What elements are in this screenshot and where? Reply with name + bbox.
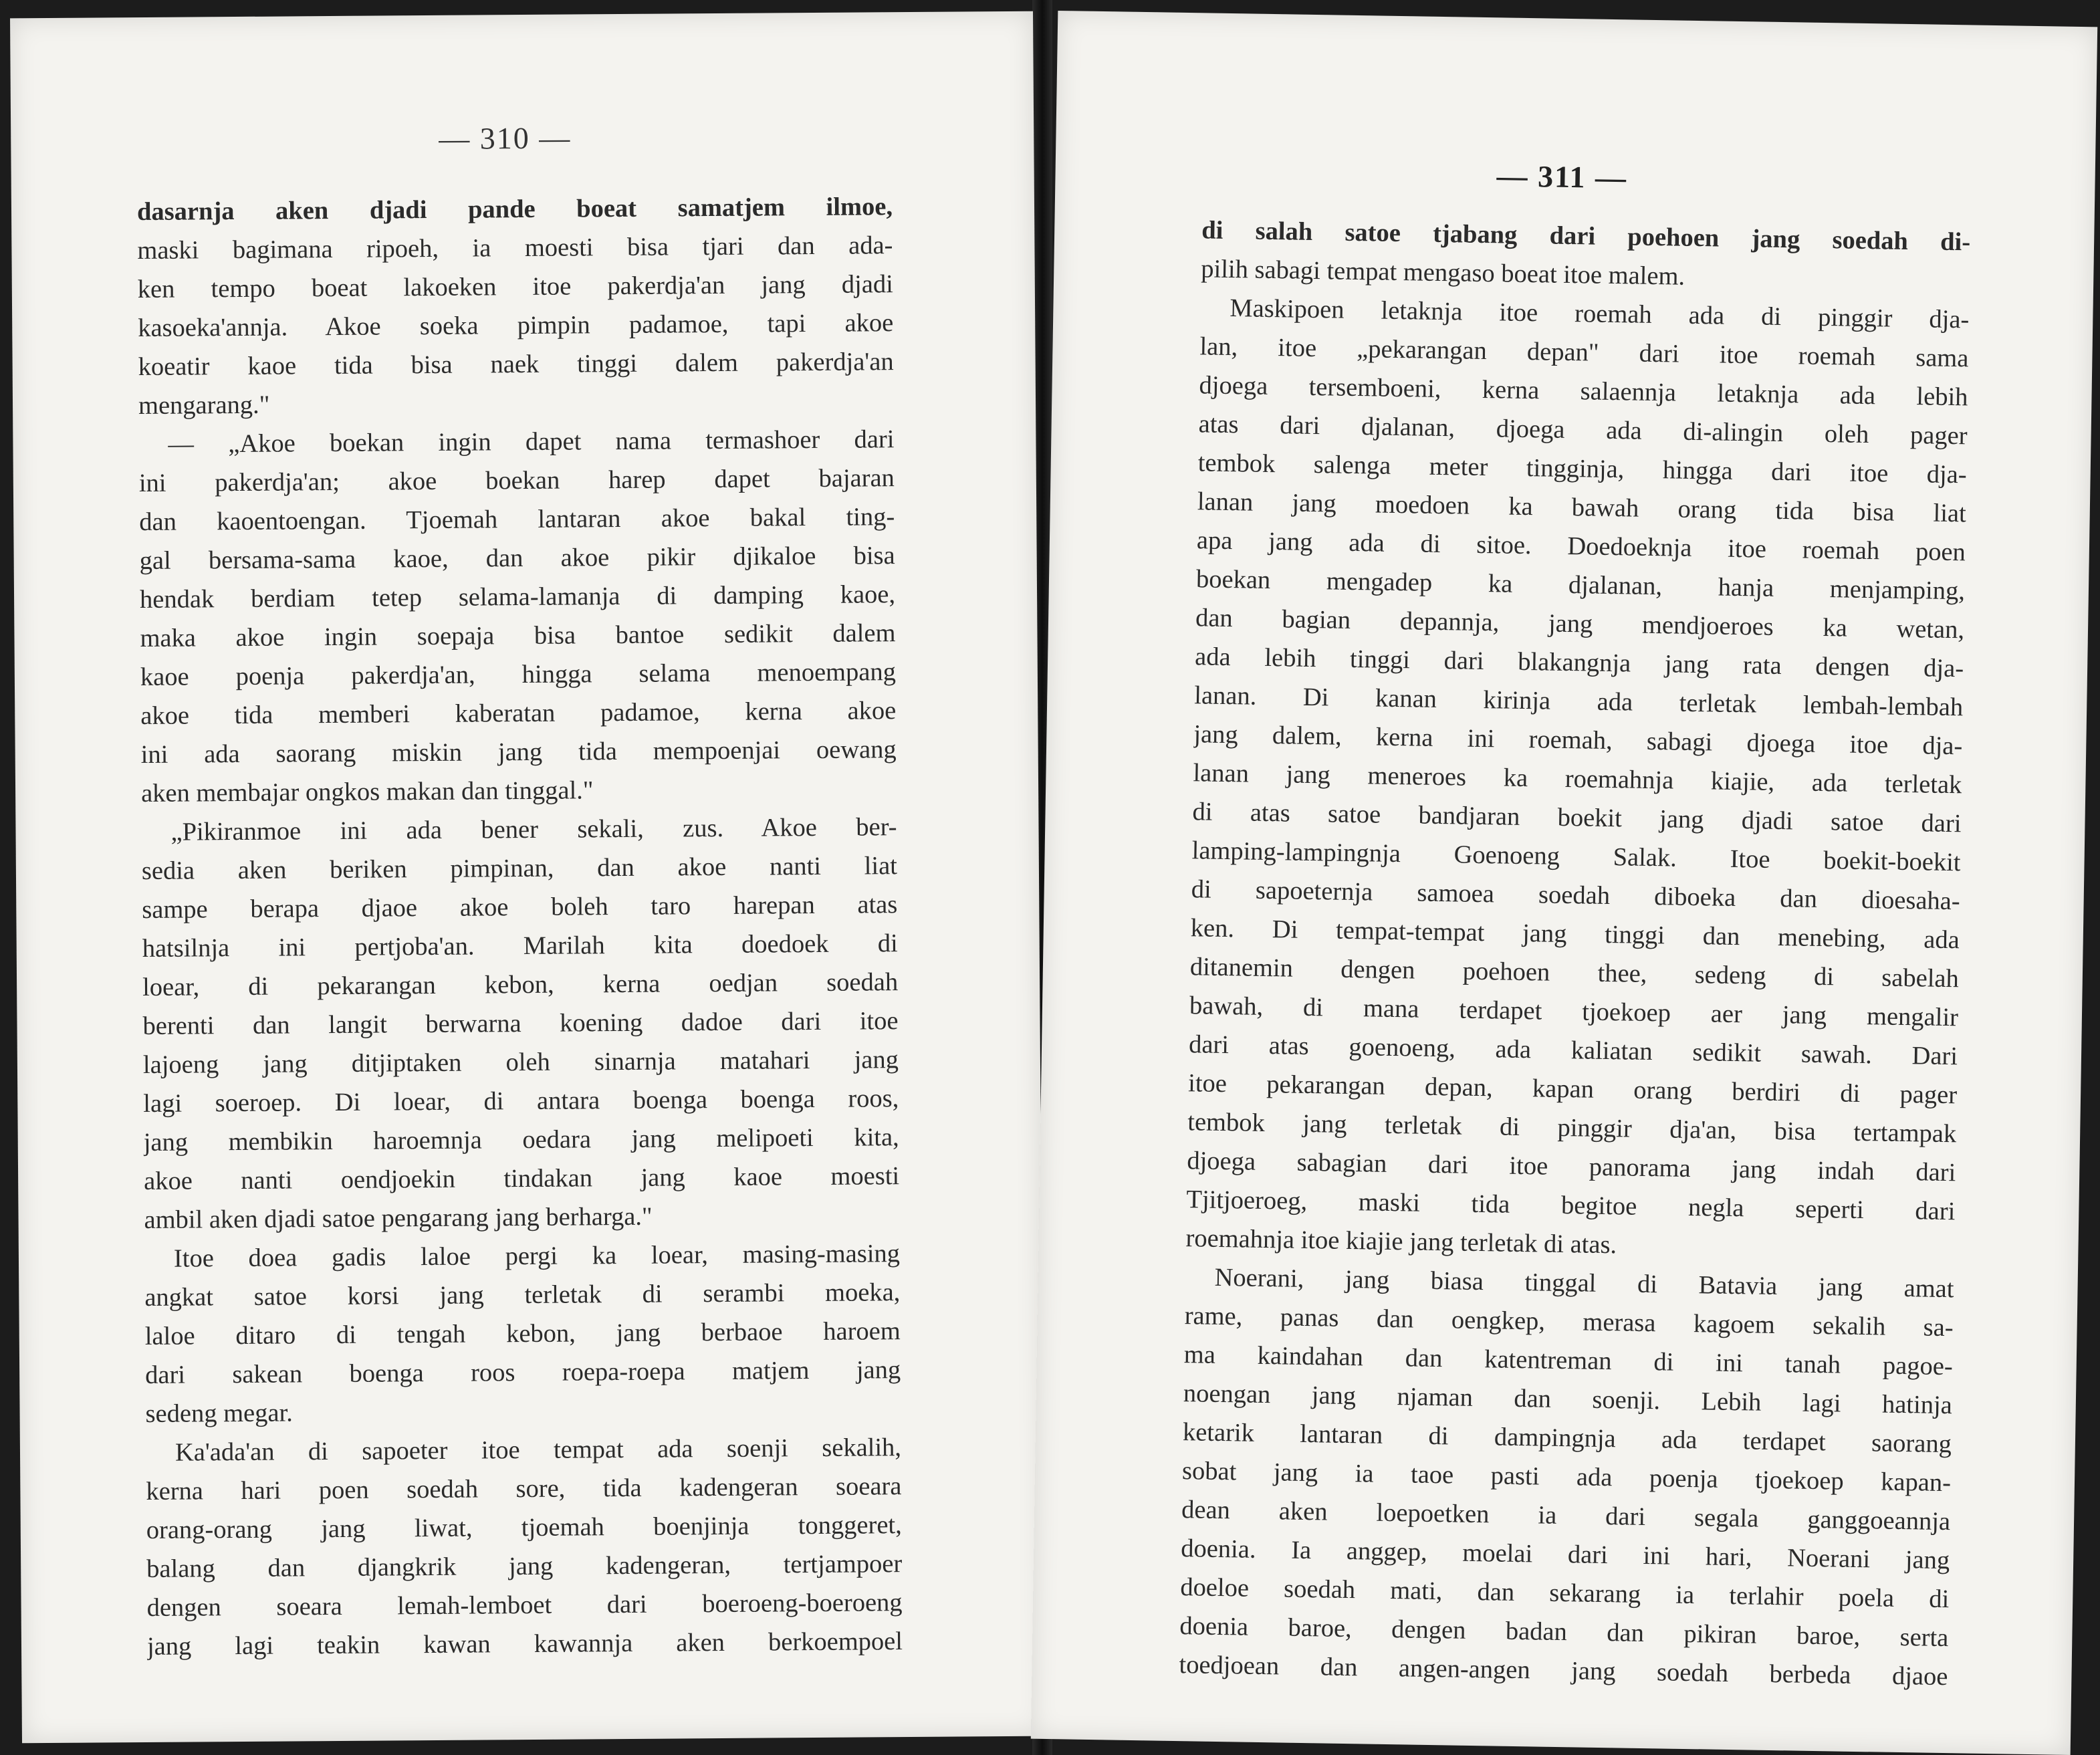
text-line: tembok salenga meter tingginja, hingga dari itoe dja- <box>1197 449 1967 489</box>
text-line: Itoe doea gadis laloe pergi ka loear, masing-masing <box>173 1240 901 1273</box>
text-line: angkat satoe korsi jang terletak di serambi moeka, <box>144 1278 901 1312</box>
text-line: djoega sabagian dari itoe panorama jang indah dari <box>1187 1147 1956 1187</box>
text-line: sobat jang ia taoe pasti ada poenja tjoekoep kapan- <box>1181 1457 1952 1498</box>
text-line: atas dari djalanan, djoega ada di-alingin oleh pager <box>1198 410 1968 451</box>
text-line: dan bagian depannja, jang mendjoeroes ka wetan, <box>1195 604 1965 645</box>
text-line: di atas satoe bandjaran boekit jang djadi satoe dari <box>1192 798 1962 838</box>
text-line: Maskipoen letaknja itoe roemah ada di pinggir dja- <box>1230 294 1970 334</box>
left-page <box>10 11 1045 1744</box>
text-line: doenia baroe, dengen badan dan pikiran baroe, serta <box>1179 1612 1949 1653</box>
text-line: ken. Di tempat-tempat jang tinggi dan menebing, ada <box>1190 914 1960 955</box>
text-line: doeloe soedah mati, dan sekarang ia terlahir poela di <box>1180 1573 1950 1614</box>
text-line: kaoe poenja pakerdja'an, hingga selama menoempang <box>140 658 897 692</box>
text-line: jang membikin haroemnja oedara jang melipoeti kita, <box>143 1123 899 1157</box>
text-line: doenia. Ia anggep, moelai dari ini hari, Noerani jang <box>1180 1534 1950 1575</box>
text-line: hendak berdiam tetep selama-lamanja di damping kaoe, <box>139 580 896 614</box>
text-line: kasoeka'annja. Akoe soeka pimpin padamoe, tapi akoe <box>138 309 894 343</box>
text-line: di salah satoe tjabang dari poehoen jang soedah di- <box>1201 216 1971 257</box>
text-line: aken membajar ongkos makan dan tinggal." <box>140 776 594 808</box>
right-page <box>1031 11 2097 1755</box>
text-line: sedeng megar. <box>145 1399 293 1429</box>
text-line: laloe ditaro di tengah kebon, jang berbaoe haroem <box>144 1317 901 1351</box>
text-line: orang-orang jang liwat, tjoemah boenjinja tonggeret, <box>146 1511 902 1545</box>
text-line: lagi soeroep. Di loear, di antara boenga boenga roos, <box>143 1084 899 1119</box>
text-line: bawah, di mana terdapet tjoekoep aer jang mengalir <box>1189 991 1959 1032</box>
page-number-right: — 311 — <box>1496 158 1628 195</box>
text-line: lan, itoe „pekarangan depan" dari itoe roemah sama <box>1199 332 1969 373</box>
text-line: berenti dan langit berwarna koening dadoe dari itoe <box>142 1007 899 1041</box>
text-line: dengen soeara lemah-lemboet dari boeroeng-boeroeng <box>146 1589 903 1623</box>
text-line: itoe pekarangan depan, kapan orang berdiri di pager <box>1187 1069 1958 1110</box>
text-line: gal bersama-sama kaoe, dan akoe pikir djikaloe bisa <box>139 542 895 576</box>
text-line: apa jang ada di sitoe. Doedoeknja itoe roemah poen <box>1196 526 1966 567</box>
text-line: jang lagi teakin kawan kawannja aken berkoempoel <box>146 1627 903 1661</box>
text-line: mengarang." <box>138 390 270 421</box>
text-line: sedia aken beriken pimpinan, dan akoe nanti liat <box>141 852 898 886</box>
text-line: lajoeng jang ditjiptaken oleh sinarnja matahari jang <box>142 1046 899 1080</box>
text-line: maka akoe ingin soepaja bisa bantoe sedikit dalem <box>140 619 896 653</box>
text-line: dari atas goenoeng, ada kaliatan sedikit sawah. Dari <box>1188 1030 1958 1071</box>
text-line: dari sakean boenga roos roepa-roepa matjem jang <box>145 1356 901 1390</box>
text-line: lamping-lampingnja Goenoeng Salak. Itoe boekit-boekit <box>1191 836 1961 877</box>
text-line: ada lebih tinggi dari blakangnja jang rata dengen dja- <box>1194 642 1964 683</box>
left-page-text <box>137 187 903 1666</box>
text-line: pilih sabagi tempat mengaso boeat itoe malem. <box>1201 255 1685 291</box>
text-line: — „Akoe boekan ingin dapet nama termashoer dari <box>168 425 895 459</box>
text-line: koeatir kaoe tida bisa naek tinggi dalem pakerdja'an <box>138 348 894 382</box>
text-line: dan kaoentoengan. Tjoemah lantaran akoe bakal ting- <box>139 503 895 537</box>
text-line: akoe tida memberi kaberatan padamoe, kerna akoe <box>140 697 897 731</box>
text-line: Tjitjoeroeg, maski tida begitoe negla seperti dari <box>1186 1185 1956 1226</box>
text-line: djoega tersemboeni, kerna salaennja letaknja ada lebih <box>1199 371 1968 412</box>
text-line: di sapoeternja samoea soedah diboeka dan dioesaha- <box>1191 875 1960 916</box>
text-line: lanan jang moedoen ka bawah orang tida bisa liat <box>1197 487 1967 528</box>
text-line: Noerani, jang biasa tinggal di Batavia jang amat <box>1214 1263 1954 1304</box>
text-line: kerna hari poen soedah sore, tida kadengeran soeara <box>146 1472 902 1506</box>
page-number-left: — 310 — <box>439 120 572 156</box>
text-line: ini pakerdja'an; akoe boekan harep dapet bajaran <box>138 464 895 498</box>
text-line: ketarik lantaran di dampingnja ada terdapet saorang <box>1182 1418 1952 1459</box>
text-line: lanan. Di kanan kirinja ada terletak lembah-lembah <box>1194 681 1964 722</box>
text-line: ambil aken djadi satoe pengarang jang berharga." <box>144 1202 653 1235</box>
text-line: boekan mengadep ka djalanan, hanja menjamping, <box>1195 565 1966 606</box>
text-line: Ka'ada'an di sapoeter itoe tempat ada soenji sekalih, <box>174 1433 902 1467</box>
text-line: dasarnja aken djadi pande boeat samatjem ilmoe, <box>136 193 893 227</box>
text-line: jang dalem, kerna ini roemah, sabagi djoega itoe dja- <box>1193 720 1963 761</box>
text-line: akoe nanti oendjoekin tindakan jang kaoe moesti <box>144 1162 900 1196</box>
text-line: ditanemin dengen poehoen thee, sedeng di sabelah <box>1189 953 1960 993</box>
text-line: dean aken loepoetken ia dari segala ganggoeannja <box>1181 1496 1951 1536</box>
text-line: maski bagimana ripoeh, ia moesti bisa tjari dan ada- <box>137 231 893 265</box>
text-line: tembok jang terletak di pinggir dja'an, bisa tertampak <box>1187 1108 1957 1149</box>
text-line: ini ada saorang miskin jang tida mempoenjai oewang <box>140 735 897 770</box>
text-line: „Pikiranmoe ini ada bener sekali, zus. Akoe ber- <box>170 813 897 846</box>
text-line: roemahnja itoe kiajie jang terletak di atas. <box>1185 1224 1617 1260</box>
text-line: sampe berapa djaoe akoe boleh taro harepan atas <box>142 891 898 925</box>
text-line: balang dan djangkrik jang kadengeran, tertjampoer <box>146 1550 903 1584</box>
text-line: rame, panas dan oengkep, merasa kagoem sekalih sa- <box>1184 1302 1954 1342</box>
text-line: loear, di pekarangan kebon, kerna oedjan soedah <box>142 968 899 1002</box>
text-line: noengan jang njaman dan soenji. Lebih lagi hatinja <box>1183 1379 1953 1420</box>
text-line: hatsilnja ini pertjoba'an. Marilah kita doedoek di <box>142 929 898 963</box>
text-line: lanan jang meneroes ka roemahnja kiajie, ada terletak <box>1193 759 1962 800</box>
right-page-text <box>1179 211 1970 1696</box>
text-line: ken tempo boeat lakoeken itoe pakerdja'an jang djadi <box>137 270 893 304</box>
text-line: ma kaindahan dan katentreman di ini tanah pagoe- <box>1183 1340 1954 1381</box>
text-line: toedjoean dan angen-angen jang soedah berbeda djaoe <box>1179 1651 1948 1691</box>
